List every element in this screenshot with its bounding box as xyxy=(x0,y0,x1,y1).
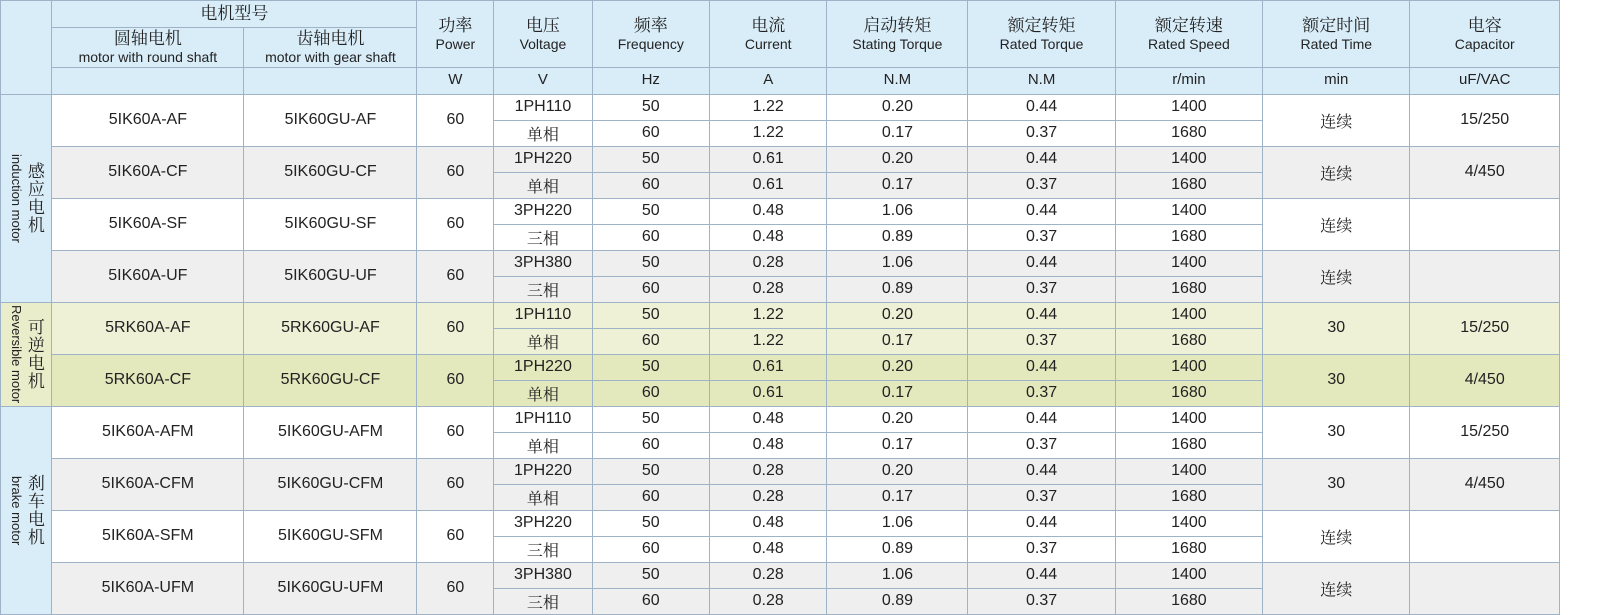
group-label-en: brake motor xyxy=(9,475,25,545)
cell-voltage: 3PH380 xyxy=(494,250,592,276)
cell-rated-speed: 1400 xyxy=(1115,562,1262,588)
cell-starting-torque: 0.20 xyxy=(827,302,968,328)
header-rated-speed-en: Rated Speed xyxy=(1148,35,1230,52)
table-row xyxy=(1,198,1560,224)
cell-gear-shaft-model: 5IK60GU-CF xyxy=(244,146,417,198)
table-row xyxy=(1,302,1560,328)
cell-rated-speed: 1680 xyxy=(1115,484,1262,510)
header-row-units xyxy=(1,67,1560,94)
header-unit-power: W xyxy=(417,67,494,94)
group-label-0 xyxy=(1,94,52,302)
header-motor-category xyxy=(1,1,52,95)
cell-voltage: 3PH220 xyxy=(494,198,592,224)
cell-gear-shaft-model: 5IK60GU-CFM xyxy=(244,458,417,510)
cell-voltage: 1PH220 xyxy=(494,146,592,172)
header-round-shaft-cn: 圆轴电机 xyxy=(113,29,182,48)
cell-voltage: 三相 xyxy=(494,588,592,614)
cell-voltage: 三相 xyxy=(494,224,592,250)
cell-starting-torque: 0.20 xyxy=(827,458,968,484)
cell-frequency: 50 xyxy=(592,302,709,328)
cell-rated-speed: 1400 xyxy=(1115,458,1262,484)
cell-rated-torque: 0.44 xyxy=(968,94,1115,120)
cell-starting-torque: 0.89 xyxy=(827,588,968,614)
header-model-group-cn: 电机型号 xyxy=(200,4,269,24)
cell-voltage: 1PH220 xyxy=(494,458,592,484)
header-rated-torque-cn: 额定转矩 xyxy=(1007,15,1076,35)
cell-rated-speed: 1680 xyxy=(1115,276,1262,302)
cell-gear-shaft-model: 5IK60GU-SF xyxy=(244,198,417,250)
cell-current: 0.48 xyxy=(710,406,827,432)
cell-current: 0.61 xyxy=(710,172,827,198)
cell-rated-time: 30 xyxy=(1263,406,1410,458)
cell-power: 60 xyxy=(417,250,494,302)
header-current xyxy=(710,1,827,68)
cell-current: 1.22 xyxy=(710,94,827,120)
cell-starting-torque: 0.17 xyxy=(827,172,968,198)
cell-voltage: 单相 xyxy=(494,120,592,146)
cell-frequency: 50 xyxy=(592,354,709,380)
cell-voltage: 1PH220 xyxy=(494,354,592,380)
group-label-cn: 刹车电机 xyxy=(24,474,44,547)
cell-starting-torque: 0.17 xyxy=(827,120,968,146)
header-frequency xyxy=(592,1,709,68)
header-unit-rated-time: min xyxy=(1263,67,1410,94)
header-starting-torque-cn: 启动转矩 xyxy=(863,15,932,35)
table-row xyxy=(1,94,1560,120)
cell-frequency: 60 xyxy=(592,276,709,302)
cell-rated-speed: 1680 xyxy=(1115,536,1262,562)
header-gear-shaft xyxy=(244,28,417,68)
header-rated-time xyxy=(1263,1,1410,68)
cell-rated-time: 连续 xyxy=(1263,94,1410,146)
cell-starting-torque: 1.06 xyxy=(827,510,968,536)
cell-rated-torque: 0.44 xyxy=(968,198,1115,224)
cell-capacitor xyxy=(1410,250,1560,302)
cell-rated-speed: 1680 xyxy=(1115,432,1262,458)
header-unit-round-shaft xyxy=(52,67,244,94)
cell-rated-time: 30 xyxy=(1263,302,1410,354)
cell-voltage: 1PH110 xyxy=(494,94,592,120)
cell-rated-time: 连续 xyxy=(1263,562,1410,614)
cell-frequency: 50 xyxy=(592,510,709,536)
cell-round-shaft-model: 5IK60A-CFM xyxy=(52,458,244,510)
header-power-cn: 功率 xyxy=(438,15,473,35)
cell-current: 0.48 xyxy=(710,432,827,458)
cell-rated-torque: 0.37 xyxy=(968,328,1115,354)
cell-rated-torque: 0.44 xyxy=(968,406,1115,432)
cell-rated-torque: 0.37 xyxy=(968,172,1115,198)
cell-rated-time: 连续 xyxy=(1263,510,1410,562)
cell-rated-torque: 0.44 xyxy=(968,458,1115,484)
cell-current: 0.48 xyxy=(710,510,827,536)
header-unit-capacitor: uF/VAC xyxy=(1410,67,1560,94)
group-label-en: Reversible motor xyxy=(9,305,25,404)
cell-frequency: 60 xyxy=(592,536,709,562)
group-label-1 xyxy=(1,302,52,406)
cell-starting-torque: 1.06 xyxy=(827,198,968,224)
header-starting-torque-en: Stating Torque xyxy=(852,35,943,52)
header-capacitor-cn: 电容 xyxy=(1467,15,1502,35)
header-capacitor-en: Capacitor xyxy=(1454,35,1515,52)
header-round-shaft-en: motor with round shaft xyxy=(78,49,218,66)
cell-starting-torque: 0.17 xyxy=(827,380,968,406)
cell-current: 0.61 xyxy=(710,146,827,172)
cell-frequency: 60 xyxy=(592,588,709,614)
header-power xyxy=(417,1,494,68)
cell-voltage: 单相 xyxy=(494,380,592,406)
cell-frequency: 50 xyxy=(592,406,709,432)
header-unit-current: A xyxy=(710,67,827,94)
cell-round-shaft-model: 5IK60A-UF xyxy=(52,250,244,302)
cell-rated-speed: 1680 xyxy=(1115,224,1262,250)
cell-rated-speed: 1680 xyxy=(1115,120,1262,146)
table-row xyxy=(1,562,1560,588)
cell-voltage: 三相 xyxy=(494,536,592,562)
cell-frequency: 60 xyxy=(592,432,709,458)
cell-round-shaft-model: 5IK60A-SFM xyxy=(52,510,244,562)
cell-starting-torque: 0.20 xyxy=(827,406,968,432)
cell-current: 0.28 xyxy=(710,276,827,302)
cell-rated-torque: 0.44 xyxy=(968,302,1115,328)
cell-rated-time: 连续 xyxy=(1263,146,1410,198)
cell-rated-torque: 0.44 xyxy=(968,510,1115,536)
cell-voltage: 单相 xyxy=(494,484,592,510)
cell-round-shaft-model: 5IK60A-UFM xyxy=(52,562,244,614)
cell-rated-torque: 0.37 xyxy=(968,432,1115,458)
header-unit-rated-torque: N.M xyxy=(968,67,1115,94)
table-header xyxy=(1,1,1560,95)
header-voltage-en: Voltage xyxy=(519,35,567,52)
cell-rated-speed: 1400 xyxy=(1115,354,1262,380)
header-rated-time-en: Rated Time xyxy=(1300,35,1373,52)
cell-rated-speed: 1680 xyxy=(1115,328,1262,354)
cell-rated-time: 连续 xyxy=(1263,250,1410,302)
header-voltage xyxy=(494,1,592,68)
cell-rated-torque: 0.44 xyxy=(968,562,1115,588)
cell-current: 1.22 xyxy=(710,302,827,328)
cell-voltage: 三相 xyxy=(494,276,592,302)
cell-rated-speed: 1400 xyxy=(1115,510,1262,536)
cell-voltage: 单相 xyxy=(494,432,592,458)
header-round-shaft xyxy=(52,28,244,68)
table-row xyxy=(1,146,1560,172)
cell-capacitor: 4/450 xyxy=(1410,354,1560,406)
cell-power: 60 xyxy=(417,354,494,406)
cell-frequency: 50 xyxy=(592,458,709,484)
cell-power: 60 xyxy=(417,458,494,510)
cell-current: 0.28 xyxy=(710,250,827,276)
cell-starting-torque: 1.06 xyxy=(827,250,968,276)
cell-round-shaft-model: 5IK60A-AFM xyxy=(52,406,244,458)
table-row xyxy=(1,458,1560,484)
cell-rated-torque: 0.37 xyxy=(968,380,1115,406)
cell-rated-speed: 1680 xyxy=(1115,588,1262,614)
cell-current: 0.28 xyxy=(710,562,827,588)
cell-round-shaft-model: 5IK60A-CF xyxy=(52,146,244,198)
header-unit-voltage: V xyxy=(494,67,592,94)
cell-starting-torque: 0.89 xyxy=(827,276,968,302)
cell-frequency: 50 xyxy=(592,250,709,276)
cell-rated-speed: 1400 xyxy=(1115,406,1262,432)
header-frequency-en: Frequency xyxy=(617,35,684,52)
cell-rated-torque: 0.37 xyxy=(968,276,1115,302)
header-unit-gear-shaft xyxy=(244,67,417,94)
cell-starting-torque: 0.20 xyxy=(827,354,968,380)
cell-starting-torque: 0.20 xyxy=(827,146,968,172)
cell-rated-time: 30 xyxy=(1263,354,1410,406)
cell-rated-time: 连续 xyxy=(1263,198,1410,250)
cell-capacitor xyxy=(1410,510,1560,562)
cell-rated-speed: 1680 xyxy=(1115,172,1262,198)
cell-power: 60 xyxy=(417,562,494,614)
header-rated-speed xyxy=(1115,1,1262,68)
header-capacitor xyxy=(1410,1,1560,68)
group-label-cn: 感应电机 xyxy=(24,162,44,235)
cell-rated-torque: 0.44 xyxy=(968,250,1115,276)
cell-rated-torque: 0.37 xyxy=(968,224,1115,250)
table-body xyxy=(1,94,1560,614)
cell-frequency: 50 xyxy=(592,562,709,588)
cell-frequency: 60 xyxy=(592,120,709,146)
cell-rated-speed: 1400 xyxy=(1115,146,1262,172)
table-row xyxy=(1,406,1560,432)
cell-capacitor xyxy=(1410,562,1560,614)
header-rated-torque xyxy=(968,1,1115,68)
cell-starting-torque: 0.89 xyxy=(827,536,968,562)
header-unit-starting-torque: N.M xyxy=(827,67,968,94)
cell-gear-shaft-model: 5IK60GU-SFM xyxy=(244,510,417,562)
cell-current: 0.28 xyxy=(710,484,827,510)
group-label-2 xyxy=(1,406,52,614)
header-current-cn: 电流 xyxy=(751,15,786,35)
cell-gear-shaft-model: 5RK60GU-AF xyxy=(244,302,417,354)
header-frequency-cn: 频率 xyxy=(633,15,668,35)
group-label-cn: 可逆电机 xyxy=(24,318,44,391)
cell-rated-torque: 0.44 xyxy=(968,146,1115,172)
cell-rated-time: 30 xyxy=(1263,458,1410,510)
cell-voltage: 单相 xyxy=(494,172,592,198)
header-gear-shaft-cn: 齿轴电机 xyxy=(296,29,365,48)
header-current-en: Current xyxy=(744,35,792,52)
header-unit-rated-speed: r/min xyxy=(1115,67,1262,94)
header-rated-torque-en: Rated Torque xyxy=(999,35,1084,52)
cell-rated-speed: 1400 xyxy=(1115,302,1262,328)
cell-capacitor: 15/250 xyxy=(1410,302,1560,354)
header-row-group xyxy=(1,1,1560,28)
cell-gear-shaft-model: 5RK60GU-CF xyxy=(244,354,417,406)
table-row xyxy=(1,250,1560,276)
cell-rated-torque: 0.37 xyxy=(968,536,1115,562)
cell-starting-torque: 0.17 xyxy=(827,328,968,354)
header-model-group xyxy=(52,1,417,28)
group-label-en: induction motor xyxy=(9,153,25,243)
cell-current: 0.61 xyxy=(710,354,827,380)
header-unit-frequency: Hz xyxy=(592,67,709,94)
cell-frequency: 60 xyxy=(592,172,709,198)
cell-current: 0.48 xyxy=(710,536,827,562)
header-rated-speed-cn: 额定转速 xyxy=(1154,15,1223,35)
cell-capacitor: 15/250 xyxy=(1410,406,1560,458)
cell-frequency: 50 xyxy=(592,94,709,120)
cell-rated-torque: 0.37 xyxy=(968,588,1115,614)
cell-power: 60 xyxy=(417,302,494,354)
cell-frequency: 50 xyxy=(592,146,709,172)
cell-current: 0.48 xyxy=(710,198,827,224)
cell-frequency: 50 xyxy=(592,198,709,224)
cell-current: 0.28 xyxy=(710,588,827,614)
cell-starting-torque: 0.17 xyxy=(827,484,968,510)
cell-starting-torque: 0.89 xyxy=(827,224,968,250)
cell-frequency: 60 xyxy=(592,224,709,250)
cell-power: 60 xyxy=(417,94,494,146)
cell-round-shaft-model: 5RK60A-CF xyxy=(52,354,244,406)
cell-voltage: 单相 xyxy=(494,328,592,354)
cell-voltage: 1PH110 xyxy=(494,302,592,328)
cell-power: 60 xyxy=(417,146,494,198)
cell-power: 60 xyxy=(417,510,494,562)
cell-voltage: 1PH110 xyxy=(494,406,592,432)
cell-rated-speed: 1400 xyxy=(1115,198,1262,224)
cell-rated-speed: 1400 xyxy=(1115,94,1262,120)
cell-current: 0.28 xyxy=(710,458,827,484)
header-starting-torque xyxy=(827,1,968,68)
cell-frequency: 60 xyxy=(592,484,709,510)
cell-capacitor: 4/450 xyxy=(1410,458,1560,510)
cell-rated-speed: 1680 xyxy=(1115,380,1262,406)
cell-current: 0.48 xyxy=(710,224,827,250)
cell-rated-torque: 0.37 xyxy=(968,120,1115,146)
cell-gear-shaft-model: 5IK60GU-AFM xyxy=(244,406,417,458)
cell-round-shaft-model: 5IK60A-SF xyxy=(52,198,244,250)
cell-power: 60 xyxy=(417,198,494,250)
cell-capacitor xyxy=(1410,198,1560,250)
cell-current: 1.22 xyxy=(710,328,827,354)
table-row xyxy=(1,354,1560,380)
cell-current: 0.61 xyxy=(710,380,827,406)
cell-power: 60 xyxy=(417,406,494,458)
cell-round-shaft-model: 5IK60A-AF xyxy=(52,94,244,146)
header-gear-shaft-en: motor with gear shaft xyxy=(265,49,396,66)
cell-round-shaft-model: 5RK60A-AF xyxy=(52,302,244,354)
cell-rated-torque: 0.44 xyxy=(968,354,1115,380)
cell-frequency: 60 xyxy=(592,380,709,406)
cell-gear-shaft-model: 5IK60GU-AF xyxy=(244,94,417,146)
cell-rated-speed: 1400 xyxy=(1115,250,1262,276)
header-rated-time-cn: 额定时间 xyxy=(1302,15,1371,35)
cell-starting-torque: 0.17 xyxy=(827,432,968,458)
header-power-en: Power xyxy=(435,35,476,52)
table-row xyxy=(1,510,1560,536)
cell-gear-shaft-model: 5IK60GU-UFM xyxy=(244,562,417,614)
cell-voltage: 3PH380 xyxy=(494,562,592,588)
header-voltage-cn: 电压 xyxy=(525,15,560,35)
cell-starting-torque: 1.06 xyxy=(827,562,968,588)
cell-starting-torque: 0.20 xyxy=(827,94,968,120)
cell-current: 1.22 xyxy=(710,120,827,146)
cell-gear-shaft-model: 5IK60GU-UF xyxy=(244,250,417,302)
cell-rated-torque: 0.37 xyxy=(968,484,1115,510)
cell-frequency: 60 xyxy=(592,328,709,354)
cell-capacitor: 4/450 xyxy=(1410,146,1560,198)
cell-voltage: 3PH220 xyxy=(494,510,592,536)
cell-capacitor: 15/250 xyxy=(1410,94,1560,146)
